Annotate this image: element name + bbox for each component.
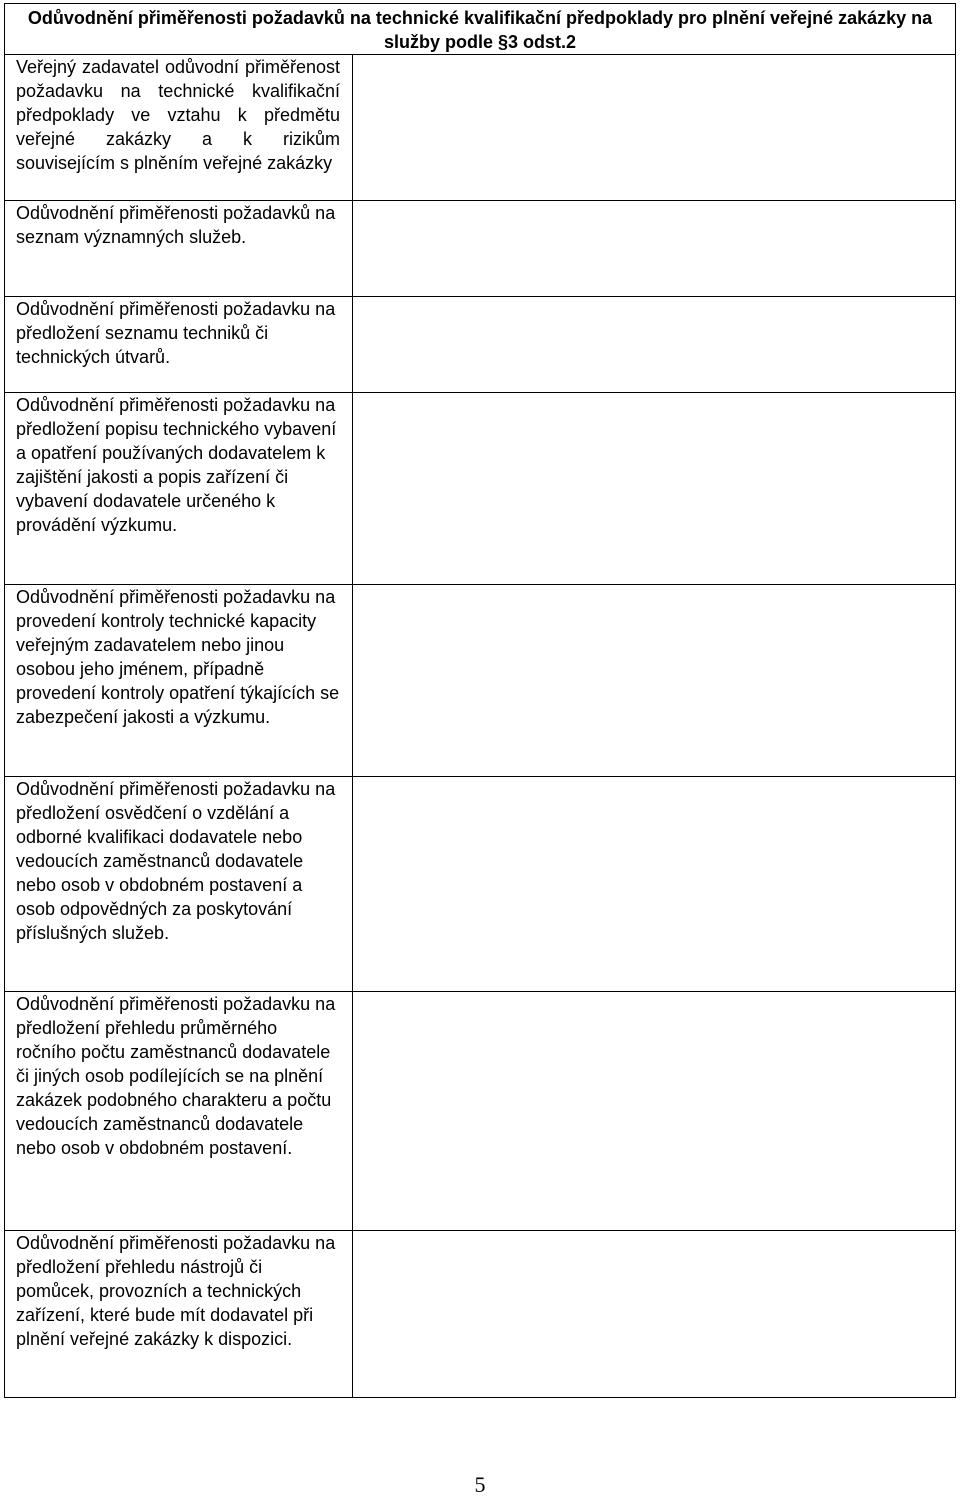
row-label xyxy=(5,201,353,297)
row-value xyxy=(353,585,956,777)
row-value xyxy=(353,1231,956,1398)
justification-table xyxy=(4,3,956,1398)
row-label xyxy=(5,393,353,585)
table-row xyxy=(5,992,956,1231)
row-value xyxy=(353,992,956,1231)
row-value xyxy=(353,55,956,201)
row-label xyxy=(5,55,353,201)
row-label-text: Odůvodnění přiměřenosti požadavků na seznam významných služeb. xyxy=(16,203,336,247)
row-label xyxy=(5,992,353,1231)
row-label-text: Odůvodnění přiměřenosti požadavku na provedení kontroly technické kapacity veřejným zadavatelem nebo jinou osobou jeho jménem, případně provedení kontroly opatření týkajících se zabezpečení jakosti a výzkumu. xyxy=(16,587,340,727)
table-row xyxy=(5,55,956,201)
row-label xyxy=(5,1231,353,1398)
row-label xyxy=(5,777,353,992)
row-label-text: Veřejný zadavatel odůvodní přiměřenost požadavku na technické kvalifikační předpoklady ve vztahu k předmětu veřejné zakázky a k rizikům souvisejícím s plněním veřejné zakázky xyxy=(16,57,340,173)
table-row xyxy=(5,777,956,992)
row-label-text: Odůvodnění přiměřenosti požadavku na předložení popisu technického vybavení a opatření používaných dodavatelem k zajištění jakosti a popis zařízení či vybavení dodavatele určeného k provádění výzkumu. xyxy=(16,395,337,535)
row-value xyxy=(353,297,956,393)
row-label xyxy=(5,297,353,393)
row-label-text: Odůvodnění přiměřenosti požadavku na předložení přehledu průměrného ročního počtu zaměstnanců dodavatele či jiných osob podílejících se na plnění zakázek podobného charakteru a počtu vedoucích zaměstnanců dodavatele nebo osob v obdobném postavení. xyxy=(16,994,336,1158)
table-row xyxy=(5,297,956,393)
row-label-text: Odůvodnění přiměřenosti požadavku na předložení přehledu nástrojů či pomůcek, provozních a technických zařízení, které bude mít dodavatel při plnění veřejné zakázky k dispozici. xyxy=(16,1233,336,1349)
table-title: Odůvodnění přiměřenosti požadavků na technické kvalifikační předpoklady pro plnění veřejné zakázky na služby podle §3 odst.2 xyxy=(5,4,956,55)
table-row xyxy=(5,393,956,585)
page-number: 5 xyxy=(474,1472,486,1497)
table-title-row xyxy=(5,4,956,55)
row-label-text: Odůvodnění přiměřenosti požadavku na předložení osvědčení o vzdělání a odborné kvalifikaci dodavatele nebo vedoucích zaměstnanců dodavatele nebo osob v obdobném postavení a osob odpovědných za poskytování příslušných služeb. xyxy=(16,779,336,943)
row-value xyxy=(353,393,956,585)
table-row xyxy=(5,585,956,777)
row-label xyxy=(5,585,353,777)
row-value xyxy=(353,777,956,992)
row-value xyxy=(353,201,956,297)
row-label-text: Odůvodnění přiměřenosti požadavku na předložení seznamu techniků či technických útvarů. xyxy=(16,299,336,367)
table-row xyxy=(5,201,956,297)
table-row xyxy=(5,1231,956,1398)
